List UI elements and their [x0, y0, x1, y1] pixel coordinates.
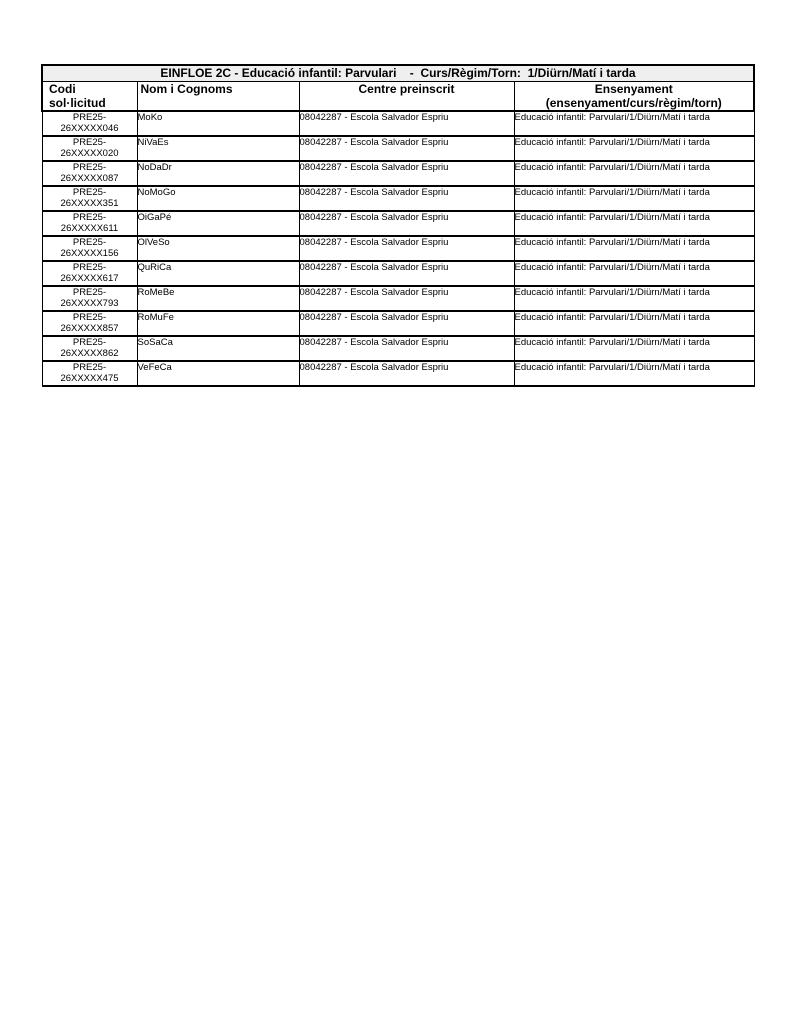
cell-name: SoSaCa — [137, 336, 299, 361]
cell-code — [42, 311, 137, 336]
cell-ensenyament: Educació infantil: Parvulari/1/Diürn/Matí i tarda — [514, 336, 754, 361]
cell-name: OiGaPé — [137, 211, 299, 236]
cell-code-line2: 26XXXXX020 — [60, 148, 119, 159]
cell-ensenyament: Educació infantil: Parvulari/1/Diürn/Matí i tarda — [514, 236, 754, 261]
header-centre: Centre preinscrit — [299, 82, 514, 112]
table-row — [42, 186, 754, 211]
table-row — [42, 236, 754, 261]
table-row — [42, 111, 754, 136]
table-row — [42, 211, 754, 236]
cell-centre: 08042287 - Escola Salvador Espriu — [299, 336, 514, 361]
cell-centre: 08042287 - Escola Salvador Espriu — [299, 236, 514, 261]
cell-centre: 08042287 - Escola Salvador Espriu — [299, 161, 514, 186]
cell-code-line1: PRE25- — [72, 112, 107, 123]
header-ens-line2: (ensenyament/curs/règim/torn) — [545, 96, 722, 110]
cell-name: NiVaEs — [137, 136, 299, 161]
cell-centre: 08042287 - Escola Salvador Espriu — [299, 311, 514, 336]
cell-code — [42, 336, 137, 361]
cell-code-line1: PRE25- — [72, 312, 107, 323]
cell-code-line1: PRE25- — [72, 262, 107, 273]
cell-code — [42, 211, 137, 236]
cell-centre: 08042287 - Escola Salvador Espriu — [299, 211, 514, 236]
cell-ensenyament: Educació infantil: Parvulari/1/Diürn/Matí i tarda — [514, 286, 754, 311]
table-row — [42, 261, 754, 286]
cell-code-line2: 26XXXXX793 — [60, 298, 119, 309]
cell-code-line1: PRE25- — [72, 362, 107, 373]
cell-name: MoKo — [137, 111, 299, 136]
cell-code — [42, 186, 137, 211]
cell-ensenyament: Educació infantil: Parvulari/1/Diürn/Matí i tarda — [514, 186, 754, 211]
table-row — [42, 311, 754, 336]
cell-ensenyament: Educació infantil: Parvulari/1/Diürn/Matí i tarda — [514, 136, 754, 161]
cell-code-line2: 26XXXXX351 — [60, 198, 119, 209]
cell-code — [42, 361, 137, 386]
cell-code-line2: 26XXXXX862 — [60, 348, 119, 359]
cell-ensenyament: Educació infantil: Parvulari/1/Diürn/Matí i tarda — [514, 261, 754, 286]
cell-name: VeFeCa — [137, 361, 299, 386]
table-title: EINFLOE 2C - Educació infantil: Parvulari - Curs/Règim/Torn: 1/Diürn/Matí i tarda — [42, 65, 754, 82]
table-row — [42, 361, 754, 386]
cell-code-line1: PRE25- — [72, 212, 107, 223]
header-ens-line1: Ensenyament — [594, 82, 673, 96]
cell-code-line1: PRE25- — [72, 287, 107, 298]
cell-code — [42, 236, 137, 261]
cell-code-line2: 26XXXXX046 — [60, 123, 119, 134]
header-code — [42, 82, 137, 112]
cell-centre: 08042287 - Escola Salvador Espriu — [299, 361, 514, 386]
cell-ensenyament: Educació infantil: Parvulari/1/Diürn/Matí i tarda — [514, 161, 754, 186]
cell-code-line2: 26XXXXX611 — [60, 223, 119, 234]
cell-code — [42, 261, 137, 286]
column-header-row — [42, 82, 754, 112]
cell-name: NoMoGo — [137, 186, 299, 211]
table-row — [42, 161, 754, 186]
cell-centre: 08042287 - Escola Salvador Espriu — [299, 286, 514, 311]
cell-code-line1: PRE25- — [72, 237, 107, 248]
cell-code — [42, 286, 137, 311]
applications-table — [41, 64, 755, 387]
cell-name: OlVeSo — [137, 236, 299, 261]
header-name: Nom i Cognoms — [137, 82, 299, 112]
table-title-row — [42, 65, 754, 82]
cell-code-line2: 26XXXXX087 — [60, 173, 119, 184]
cell-code — [42, 161, 137, 186]
cell-ensenyament: Educació infantil: Parvulari/1/Diürn/Matí i tarda — [514, 111, 754, 136]
cell-ensenyament: Educació infantil: Parvulari/1/Diürn/Matí i tarda — [514, 311, 754, 336]
table-body — [42, 111, 754, 386]
cell-ensenyament: Educació infantil: Parvulari/1/Diürn/Matí i tarda — [514, 361, 754, 386]
header-code-line2: sol·licitud — [49, 96, 106, 110]
cell-name: RoMuFe — [137, 311, 299, 336]
cell-code-line2: 26XXXXX857 — [60, 323, 119, 334]
header-ensenyament — [514, 82, 754, 112]
cell-code-line2: 26XXXXX475 — [60, 373, 119, 384]
cell-code — [42, 111, 137, 136]
cell-code-line1: PRE25- — [72, 187, 107, 198]
table-row — [42, 286, 754, 311]
cell-centre: 08042287 - Escola Salvador Espriu — [299, 186, 514, 211]
cell-centre: 08042287 - Escola Salvador Espriu — [299, 261, 514, 286]
cell-ensenyament: Educació infantil: Parvulari/1/Diürn/Matí i tarda — [514, 211, 754, 236]
cell-code-line1: PRE25- — [72, 137, 107, 148]
cell-centre: 08042287 - Escola Salvador Espriu — [299, 136, 514, 161]
cell-name: NoDaDr — [137, 161, 299, 186]
cell-centre: 08042287 - Escola Salvador Espriu — [299, 111, 514, 136]
header-code-line1: Codi — [49, 82, 76, 96]
table-row — [42, 136, 754, 161]
cell-code-line1: PRE25- — [72, 162, 107, 173]
cell-name: QuRiCa — [137, 261, 299, 286]
cell-code-line1: PRE25- — [72, 337, 107, 348]
cell-code-line2: 26XXXXX156 — [60, 248, 119, 259]
table-row — [42, 336, 754, 361]
cell-name: RoMeBe — [137, 286, 299, 311]
cell-code — [42, 136, 137, 161]
cell-code-line2: 26XXXXX617 — [60, 273, 119, 284]
